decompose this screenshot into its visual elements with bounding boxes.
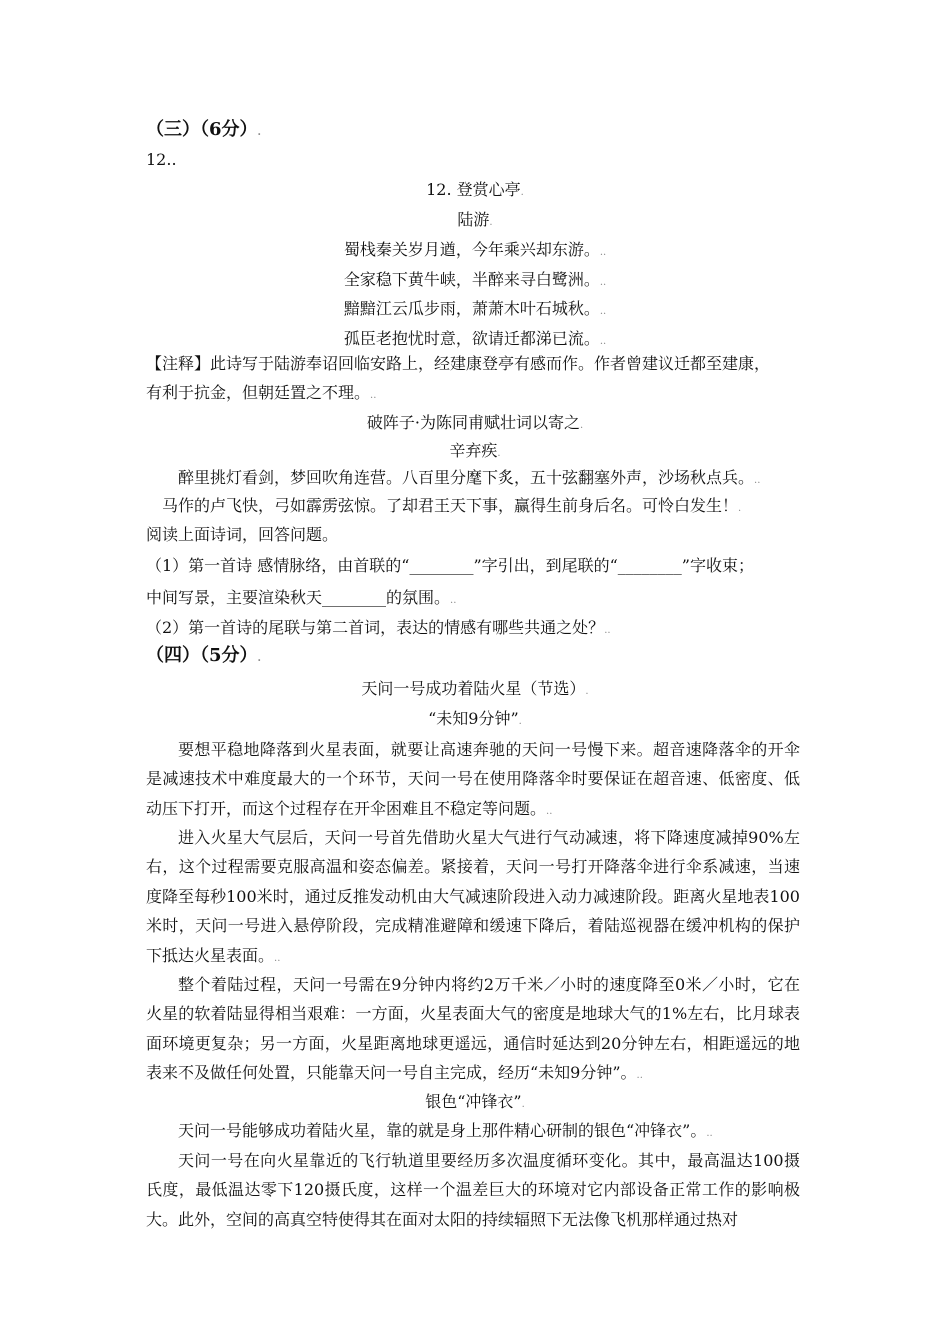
- poem2-author: 辛弃疾.: [449, 441, 501, 460]
- section-3-heading: （三）（6分）.: [146, 119, 262, 140]
- article-subtitle-1: “未知9分钟”.: [428, 709, 522, 728]
- section-4-heading: （四）（5分）.: [146, 645, 262, 666]
- question-1: （1）第一首诗 感情脉络，由首联的“________”字引出，到尾联的“________”字收束；: [146, 556, 754, 575]
- poem1-note: 【注释】此诗写于陆游奉诏回临安路上，经建康登亭有感而作。作者曾建议迁都至建康，: [146, 354, 771, 373]
- poem1-author: 陆游.: [457, 210, 493, 229]
- poem1-line: 孤臣老抱忧时意，欲请迁都涕已流。..: [343, 329, 607, 348]
- article-paragraph-4: 天问一号能够成功着陆火星，靠的就是身上那件精心研制的银色“冲锋衣”。..: [178, 1121, 713, 1140]
- poem1-line: 全家稳下黄牛峡，半醉来寻白鹭洲。..: [343, 270, 607, 289]
- article-subtitle-2: 银色“冲锋衣”.: [425, 1092, 525, 1111]
- article-title: 天问一号成功着陆火星（节选）.: [361, 679, 589, 698]
- poem2-title: 破阵子·为陈同甫赋壮词以寄之.: [366, 413, 584, 432]
- question-number: 12..: [146, 150, 177, 169]
- poem1-note-cont: 有利于抗金，但朝廷置之不理。..: [146, 383, 377, 402]
- poem1-line: 黯黯江云瓜步雨，萧萧木叶石城秋。..: [343, 299, 607, 318]
- article-paragraph-3: 整个着陆过程，天问一号需在9分钟内将约2万千米／小时的速度降至0米／小时，它在火星的软着陆显得相当艰难：一方面，火星表面大气的密度是地球大气的1%左右，比月球表面环境更复杂；另一方面，火星距离地球更遥远，通信时延达到20分钟左右，相距遥远的地表来不及做任何处置，只能靠天问一号自主完成，经历“未知9分钟”。..: [146, 975, 800, 1083]
- question-1-cont: 中间写景，主要渲染秋天________的氛围。..: [146, 588, 457, 607]
- article-paragraph-2: 进入火星大气层后，天问一号首先借助火星大气进行气动减速，将下降速度减掉90%左右，这个过程需要克服高温和姿态偏差。紧接着，天问一号打开降落伞进行伞系减速，当速度降至每秒100米时，通过反推发动机由大气减速阶段进入动力减速阶段。距离火星地表100米时，天问一号进入悬停阶段，完成精准避障和缓速下降后，着陆巡视器在缓冲机构的保护下抵达火星表面。..: [146, 828, 800, 965]
- question-2: （2）第一首诗的尾联与第二首词，表达的情感有哪些共通之处？..: [146, 618, 611, 637]
- article-paragraph-1: 要想平稳地降落到火星表面，就要让高速奔驰的天问一号慢下来。超音速降落伞的开伞是减速技术中难度最大的一个环节，天问一号在使用降落伞时要保证在超音速、低密度、低动压下打开，而这个过程存在开伞困难且不稳定等问题。..: [146, 740, 800, 818]
- article-paragraph-5: 天问一号在向火星靠近的飞行轨道里要经历多次温度循环变化。其中，最高温达100摄氏度，最低温达零下120摄氏度，这样一个温差巨大的环境对它内部设备正常工作的影响极大。此外，空间的高真空特使得其在面对太阳的持续辐照下无法像飞机那样通过热对: [146, 1151, 800, 1229]
- poem1-line: 蜀栈秦关岁月遒，今年乘兴却东游。..: [343, 240, 607, 259]
- questions-intro: 阅读上面诗词，回答问题。: [146, 525, 339, 544]
- poem1-title: 12. 登赏心亭.: [426, 180, 524, 199]
- poem2-line: 醉里挑灯看剑，梦回吹角连营。八百里分麾下炙，五十弦翻塞外声，沙场秋点兵。..: [178, 468, 761, 487]
- poem2-line: 马作的卢飞快，弓如霹雳弦惊。了却君王天下事，赢得生前身后名。可怜白发生！.: [162, 496, 742, 515]
